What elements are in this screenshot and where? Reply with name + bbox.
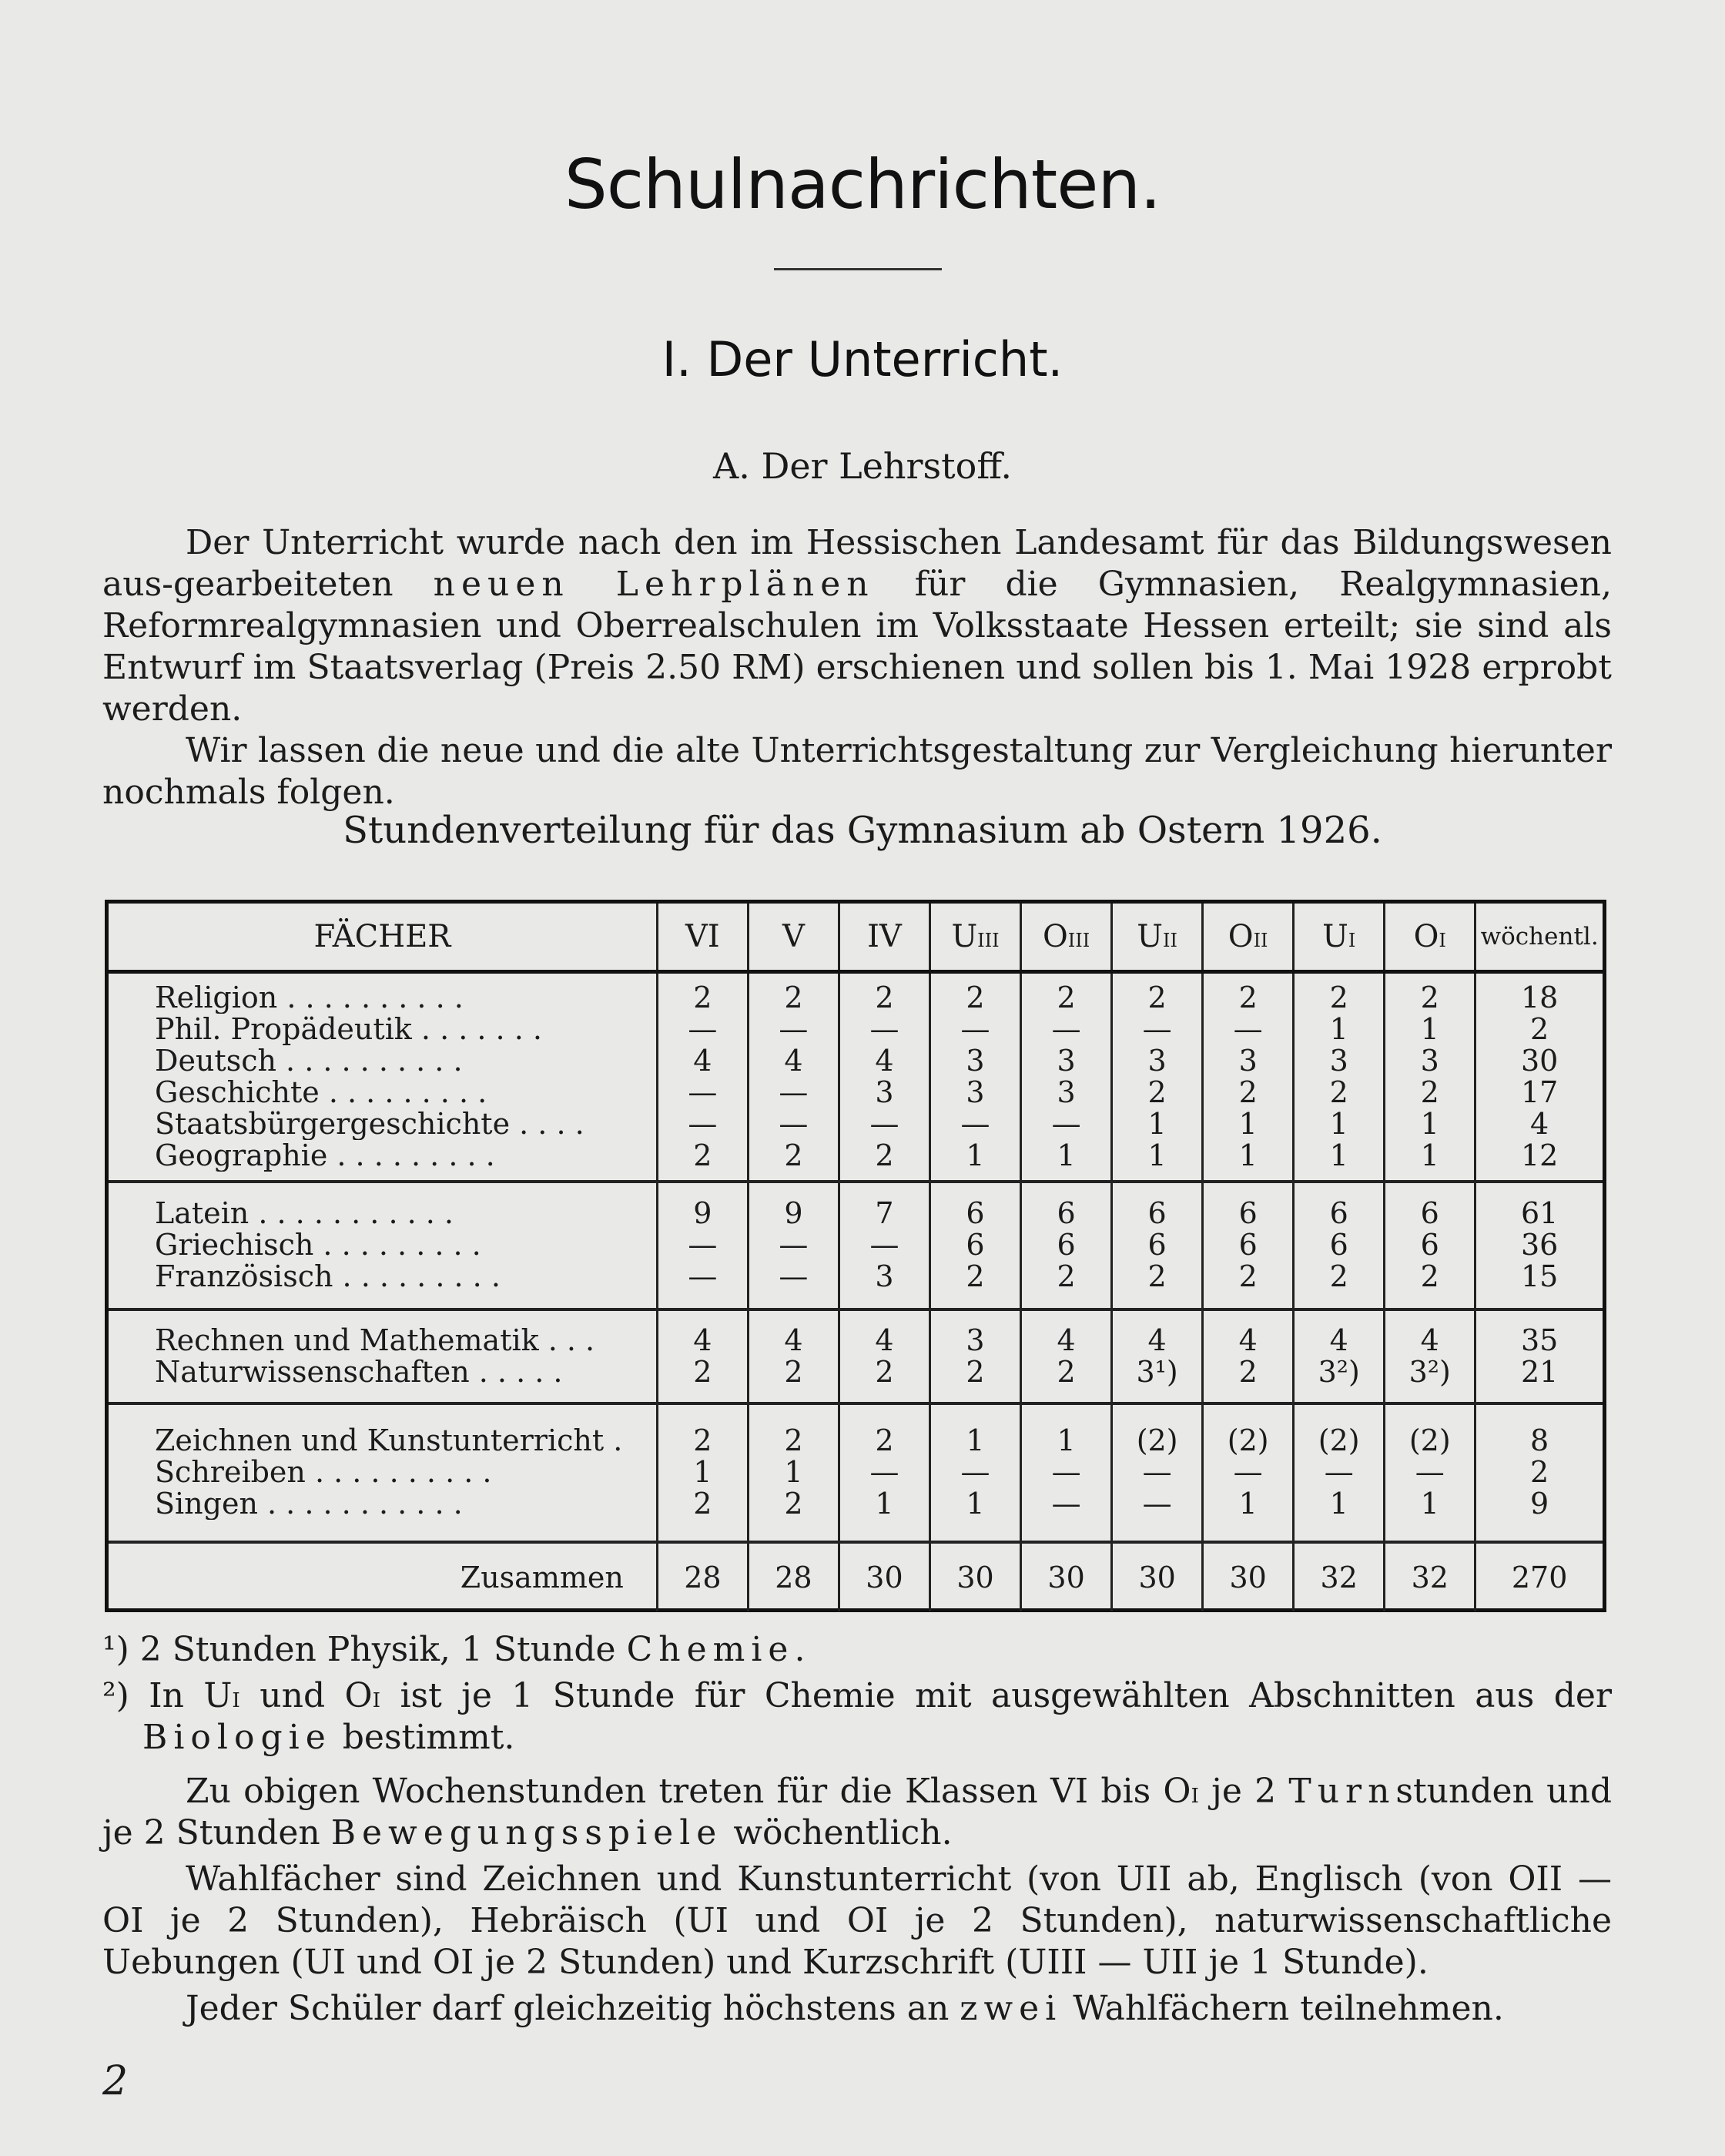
subject-cell [109,1182,657,1309]
hours-value: 4 [693,1323,712,1357]
hours-value: 2 [784,1487,803,1521]
subject-cell [109,1403,657,1542]
schedule-table-grid [109,904,1603,1611]
hours-value: 3 [966,1075,985,1109]
hours-value: 6 [1147,1196,1167,1230]
hours-value: 6 [966,1228,985,1262]
hours-value: 30 [1520,1043,1559,1078]
hours-value: 3 [966,1043,985,1078]
hours-cell [1021,1182,1112,1309]
hours-value: — [1051,1455,1081,1489]
hours-value: 2 [1238,1259,1258,1293]
hours-value: 2 [1329,980,1348,1014]
hours-value: — [1051,1106,1081,1141]
hours-value: 4 [1329,1323,1348,1357]
hours-value: 15 [1520,1259,1559,1293]
hours-value: — [869,1228,899,1262]
hours-value: — [1142,1455,1172,1489]
hours-cell [1385,1309,1475,1403]
total-value: 30 [839,1542,929,1611]
hours-cell [748,1309,839,1403]
hours-value: — [688,1075,718,1109]
hours-value: 1 [966,1138,985,1172]
hours-value: — [1324,1455,1354,1489]
hours-value: 4 [784,1043,803,1078]
hours-value: 2 [784,1138,803,1172]
hours-value: 1 [1238,1106,1258,1141]
hours-value: 12 [1520,1138,1559,1172]
subject-name: Geschichte . . . . . . . . . [155,1076,487,1108]
hours-value: — [779,1011,809,1046]
footnotes-and-closing [102,1629,1612,2030]
hours-value: 2 [693,1354,712,1389]
hours-cell [930,972,1021,1182]
hours-value: 9 [784,1196,803,1230]
hours-cell [1294,1309,1385,1403]
hours-value: — [1142,1011,1172,1046]
hours-value: 3 [875,1075,894,1109]
hours-cell [930,1403,1021,1542]
hours-value: — [688,1228,718,1262]
section-heading: I. Der Unterricht. [662,331,1063,387]
table-total-row [109,1542,1603,1611]
hours-value: — [688,1011,718,1046]
table-group-row [109,1309,1603,1403]
total-value: 30 [930,1542,1021,1611]
total-value: 30 [1203,1542,1294,1611]
footnote-1: ¹) 2 Stunden Physik, 1 Stunde Chemie. [102,1630,806,1669]
hours-value: 3 [1238,1043,1258,1078]
hours-value: 35 [1520,1323,1559,1357]
hours-value: — [869,1455,899,1489]
subject-name: Singen . . . . . . . . . . . [155,1488,463,1520]
hours-value: — [1233,1011,1263,1046]
hours-value: 1 [1420,1138,1439,1172]
subject-cell [109,1309,657,1403]
hours-value: 6 [1420,1228,1439,1262]
hours-value: 18 [1520,980,1559,1014]
hours-value: — [1142,1487,1172,1521]
hours-cell [839,1182,929,1309]
hours-value: 6 [966,1196,985,1230]
hours-value: (2) [1408,1423,1451,1457]
hours-value: — [869,1011,899,1046]
hours-value: — [1051,1487,1081,1521]
hours-cell [1385,972,1475,1182]
closing-paragraph-2: Wahlfächer sind Zeichnen und Kunstunterricht (von UII ab, Englisch (von OII — OI je 2 Stunden), Hebräisch (UI und OI je 2 Stunden), naturwissenschaftliche Uebungen (UI und OI je 2 Stunden) und Kurzschrift (UIII — UII je 1 Stunde). [102,1859,1612,1982]
hours-value: 4 [1530,1106,1549,1141]
header-class-uiii: $U^{III}$ [930,904,1021,972]
hours-cell [748,1182,839,1309]
subject-name: Staatsbürgergeschichte . . . . [155,1108,584,1140]
hours-value: — [960,1455,990,1489]
hours-value: 3 [966,1323,985,1357]
hours-value: 2 [1238,980,1258,1014]
hours-value: 17 [1520,1075,1559,1109]
hours-value: 2 [1420,980,1439,1014]
hours-value: 2 [966,1354,985,1389]
hours-value: 3²) [1318,1354,1360,1389]
subject-name: Rechnen und Mathematik . . . [155,1324,595,1356]
header-class-iv: IV [839,904,929,972]
hours-value: 1 [1329,1487,1348,1521]
hours-value: 1 [1057,1423,1076,1457]
hours-cell [1385,1182,1475,1309]
subject-name: Griechisch . . . . . . . . . [155,1229,481,1261]
hours-value: (2) [1136,1423,1178,1457]
hours-value: 6 [1238,1228,1258,1262]
closing-paragraph-1: Zu obigen Wochenstunden treten für die Klassen VI bis $O^I$ je 2 Turnstunden und je 2 Stunden Bewegungsspiele wöchentlich. [102,1772,1612,1853]
hours-value: 2 [1057,1259,1076,1293]
hours-value: (2) [1227,1423,1269,1457]
hours-cell [1294,1182,1385,1309]
page-title: Schulnachrichten. [564,145,1161,224]
hours-value: 1 [693,1455,712,1489]
intro-paragraph-2: Wir lassen die neue und die alte Unterrichtsgestaltung zur Vergleichung hierunter nochmals folgen. [102,731,1612,812]
hours-value: 4 [1057,1323,1076,1357]
hours-cell [1475,1182,1603,1309]
hours-value: 4 [693,1043,712,1078]
table-group-row [109,1182,1603,1309]
hours-value: (2) [1318,1423,1360,1457]
hours-value: — [779,1075,809,1109]
hours-value: 9 [1530,1487,1549,1521]
hours-value: 2 [875,980,894,1014]
total-value: 32 [1385,1542,1475,1611]
header-class-oii: $O^{II}$ [1203,904,1294,972]
hours-value: 1 [1329,1138,1348,1172]
hours-value: 1 [1420,1487,1439,1521]
hours-cell [1112,972,1203,1182]
hours-cell [1385,1403,1475,1542]
hours-value: 1 [966,1423,985,1457]
hours-value: — [960,1106,990,1141]
hours-value: 2 [875,1423,894,1457]
hours-value: 1 [1420,1011,1439,1046]
total-value: 30 [1112,1542,1203,1611]
hours-value: 3²) [1408,1354,1451,1389]
hours-value: 6 [1420,1196,1439,1230]
title-divider [774,268,942,270]
footnote-2: ²) In $U^I$ und $O^I$ ist je 1 Stunde für Chemie mit ausgewählten Abschnitten aus der Biologie bestimmt. [102,1676,1612,1757]
hours-value: 2 [1238,1075,1258,1109]
hours-value: — [779,1228,809,1262]
hours-value: 2 [1530,1011,1549,1046]
hours-cell [1021,972,1112,1182]
closing-paragraph-3: Jeder Schüler darf gleichzeitig höchstens an zwei Wahlfächern teilnehmen. [186,1989,1504,2028]
total-value: 28 [748,1542,839,1611]
intro-text [102,522,1612,813]
hours-value: — [1233,1455,1263,1489]
hours-value: 1 [1420,1106,1439,1141]
hours-cell [1112,1309,1203,1403]
hours-cell [839,1403,929,1542]
hours-cell [657,972,748,1182]
table-caption: Stundenverteilung für das Gymnasium ab Ostern 1926. [343,809,1382,852]
header-class-v: V [748,904,839,972]
hours-value: 4 [875,1043,894,1078]
header-class-oiii: $O^{III}$ [1021,904,1112,972]
hours-value: — [869,1106,899,1141]
hours-value: 2 [784,1354,803,1389]
hours-value: 1 [875,1487,894,1521]
hours-value: 1 [1238,1487,1258,1521]
hours-value: 6 [1329,1196,1348,1230]
hours-cell [839,1309,929,1403]
hours-value: 1 [1147,1138,1167,1172]
subject-name: Geographie . . . . . . . . . [155,1139,495,1172]
header-weekly: wöchentl. [1475,904,1603,972]
total-value: 28 [657,1542,748,1611]
hours-value: 2 [875,1138,894,1172]
hours-value: 4 [1147,1323,1167,1357]
subject-name: Französisch . . . . . . . . . [155,1261,501,1293]
hours-value: 2 [966,980,985,1014]
hours-cell [1021,1309,1112,1403]
hours-cell [1203,1309,1294,1403]
hours-value: 36 [1520,1228,1559,1262]
hours-value: 1 [784,1455,803,1489]
hours-cell [748,972,839,1182]
hours-value: 6 [1147,1228,1167,1262]
hours-value: 6 [1238,1196,1258,1230]
hours-cell [1112,1403,1203,1542]
hours-value: — [779,1259,809,1293]
hours-cell [1021,1403,1112,1542]
hours-cell [930,1182,1021,1309]
hours-value: 2 [784,980,803,1014]
hours-value: — [1051,1011,1081,1046]
hours-cell [1203,972,1294,1182]
hours-cell [657,1403,748,1542]
hours-value: 4 [784,1323,803,1357]
hours-value: 2 [1420,1259,1439,1293]
hours-cell [657,1182,748,1309]
hours-cell [657,1309,748,1403]
hours-value: 2 [1329,1075,1348,1109]
hours-value: 2 [1057,1354,1076,1389]
hours-value: 2 [693,1423,712,1457]
hours-value: 3 [1057,1043,1076,1078]
hours-value: 7 [875,1196,894,1230]
hours-cell [930,1309,1021,1403]
hours-value: 2 [693,1487,712,1521]
subject-name: Zeichnen und Kunstunterricht . [155,1425,623,1457]
hours-value: — [688,1106,718,1141]
hours-value: 1 [1329,1011,1348,1046]
hours-cell [1203,1403,1294,1542]
header-class-ui: $U^I$ [1294,904,1385,972]
hours-value: 4 [875,1323,894,1357]
hours-value: 2 [1530,1455,1549,1489]
intro-paragraph-1: Der Unterricht wurde nach den im Hessischen Landesamt für das Bildungswesen aus-gearbeiteten neuen Lehrplänen für die Gymnasien, Realgymnasien, Reformrealgymnasien und Oberrealschulen im Volksstaate Hessen erteilt; sie sind als Entwurf im Staatsverlag (Preis 2.50 RM) erschienen und sollen bis 1. Mai 1928 erprobt werden. [102,523,1612,729]
hours-value: 6 [1329,1228,1348,1262]
total-value: 30 [1021,1542,1112,1611]
hours-value: 6 [1057,1196,1076,1230]
hours-value: 1 [1057,1138,1076,1172]
hours-value: 3 [1420,1043,1439,1078]
table-group-row [109,1403,1603,1542]
hours-cell [748,1403,839,1542]
total-value: 32 [1294,1542,1385,1611]
subject-cell [109,972,657,1182]
hours-value: 2 [693,980,712,1014]
hours-cell [1475,1403,1603,1542]
header-class-uii: $U^{II}$ [1112,904,1203,972]
hours-value: 1 [1147,1106,1167,1141]
hours-value: 2 [1238,1354,1258,1389]
hours-cell [1475,972,1603,1182]
hours-value: 3 [1057,1075,1076,1109]
hours-value: 1 [1329,1106,1348,1141]
hours-cell [1475,1309,1603,1403]
header-subjects: FÄCHER [109,904,657,972]
hours-value: 2 [1147,1259,1167,1293]
hours-value: 2 [875,1354,894,1389]
spaced-emphasis: neuen Lehrplänen [433,565,875,604]
subject-name: Religion . . . . . . . . . . [155,981,464,1014]
hours-value: 2 [1147,1075,1167,1109]
total-label: Zusammen [460,1560,624,1594]
hours-value: — [960,1011,990,1046]
hours-cell [1294,1403,1385,1542]
table-header-row [109,904,1603,972]
hours-cell [1294,972,1385,1182]
hours-value: 9 [693,1196,712,1230]
subject-name: Phil. Propädeutik . . . . . . . [155,1013,542,1045]
hours-value: 8 [1530,1423,1549,1457]
hours-value: 1 [1238,1138,1258,1172]
hours-value: 2 [1329,1259,1348,1293]
hours-value: 4 [1420,1323,1439,1357]
hours-value: 2 [966,1259,985,1293]
subject-name: Naturwissenschaften . . . . . [155,1356,563,1388]
hours-value: 1 [966,1487,985,1521]
subject-name: Deutsch . . . . . . . . . . [155,1044,463,1077]
hours-value: 3¹) [1136,1354,1178,1389]
hours-value: — [779,1106,809,1141]
hours-value: 2 [1147,980,1167,1014]
hours-value: — [1415,1455,1445,1489]
hours-value: — [688,1259,718,1293]
hours-value: 2 [784,1423,803,1457]
header-class-oi: $O^I$ [1385,904,1475,972]
hours-value: 4 [1238,1323,1258,1357]
subject-name: Schreiben . . . . . . . . . . [155,1457,492,1488]
hours-cell [1203,1182,1294,1309]
hours-value: 2 [1057,980,1076,1014]
table-group-row [109,972,1603,1182]
hours-cell [1112,1182,1203,1309]
hours-value: 3 [1147,1043,1167,1078]
hours-value: 2 [693,1138,712,1172]
subsection-heading: A. Der Lehrstoff. [712,445,1012,487]
header-class-vi: VI [657,904,748,972]
hours-cell [839,972,929,1182]
hours-value: 3 [875,1259,894,1293]
total-value: 270 [1475,1542,1603,1611]
page-number: 2 [102,2058,129,2104]
hours-value: 3 [1329,1043,1348,1078]
subject-name: Latein . . . . . . . . . . . [155,1198,454,1229]
hours-value: 6 [1057,1228,1076,1262]
hours-value: 2 [1420,1075,1439,1109]
hours-value: 21 [1520,1354,1559,1389]
schedule-table [105,900,1606,1612]
hours-value: 61 [1520,1196,1559,1230]
